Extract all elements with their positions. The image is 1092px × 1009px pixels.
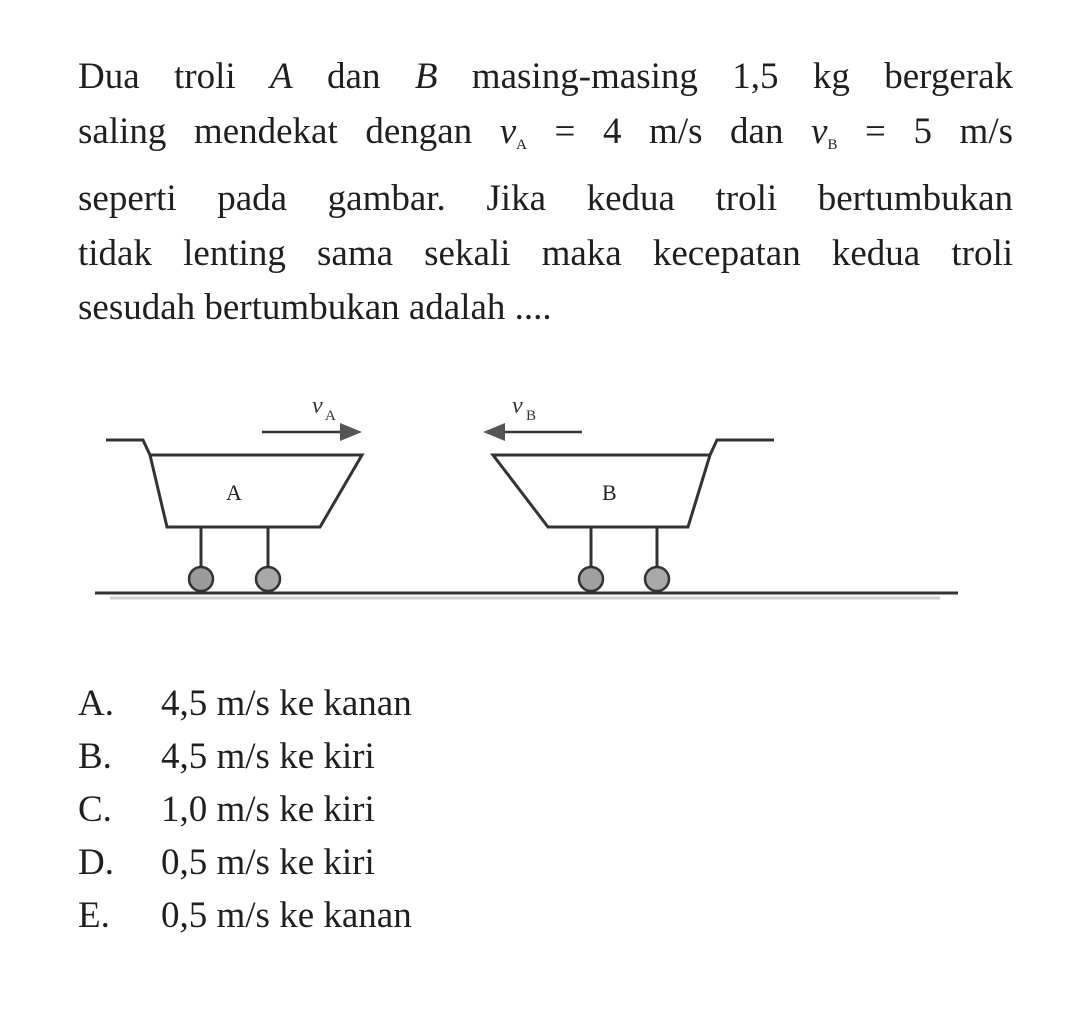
option-text: 0,5 m/s ke kiri	[161, 842, 375, 883]
velocity-b-subscript: B	[827, 136, 838, 153]
trolley-b-label: B	[602, 480, 617, 505]
velocity-b-arrow-subscript: B	[526, 408, 537, 424]
option-a[interactable]	[78, 677, 412, 730]
option-c[interactable]	[78, 783, 412, 836]
velocity-b-arrow	[483, 393, 582, 441]
velocity-b-arrow-head	[483, 423, 505, 441]
option-key: C.	[78, 789, 112, 830]
question-line-3: seperti pada gambar. Jika kedua troli bertumbukan	[78, 178, 1013, 219]
option-text: 1,0 m/s ke kiri	[161, 789, 375, 830]
velocity-a-arrow-head	[340, 423, 362, 441]
question-text-segment: dan	[702, 110, 812, 152]
option-key: A.	[78, 683, 114, 724]
trolley-a-wheel-right	[256, 567, 280, 591]
trolley-a-label: A	[226, 480, 242, 505]
velocity-a-arrow-symbol: v	[312, 393, 323, 419]
option-text: 4,5 m/s ke kanan	[161, 683, 412, 724]
question-line-5: sesudah bertumbukan adalah ....	[78, 287, 552, 328]
option-text: 4,5 m/s ke kiri	[161, 736, 375, 777]
option-key: B.	[78, 736, 112, 777]
velocity-a-value: = 4 m/s	[527, 110, 703, 152]
option-key: E.	[78, 895, 110, 936]
velocity-b-arrow-symbol: v	[512, 393, 523, 419]
trolley-b-body	[493, 440, 774, 527]
trolley-a-wheel-left	[189, 567, 213, 591]
question-text-segment: dan	[292, 56, 415, 97]
option-b[interactable]	[78, 730, 412, 783]
velocity-a-arrow-subscript: A	[325, 408, 336, 424]
trolley-b-symbol: B	[414, 56, 438, 97]
velocity-a-arrow	[262, 393, 362, 441]
trolley-a-symbol: A	[270, 56, 293, 97]
trolley-b-wheel-right	[645, 567, 669, 591]
option-key: D.	[78, 842, 114, 883]
question-text-segment: saling mendekat dengan	[78, 110, 500, 152]
trolley-b	[493, 440, 774, 591]
velocity-b-value: = 5 m/s	[837, 110, 1013, 152]
option-e[interactable]	[78, 889, 412, 942]
question-line-4: tidak lenting sama sekali maka kecepatan kedua troli	[78, 232, 1013, 274]
velocity-b-symbol: v	[811, 110, 828, 152]
question-text-segment: masing-masing 1,5 kg bergerak	[437, 56, 1013, 97]
trolley-a	[106, 440, 362, 591]
velocity-a-subscript: A	[516, 136, 527, 153]
option-text: 0,5 m/s ke kanan	[161, 895, 412, 936]
velocity-a-symbol: v	[499, 110, 517, 152]
option-d[interactable]	[78, 836, 412, 889]
trolley-b-wheel-left	[579, 567, 603, 591]
question-text-segment: Dua troli	[78, 56, 271, 97]
answer-options	[78, 677, 412, 942]
